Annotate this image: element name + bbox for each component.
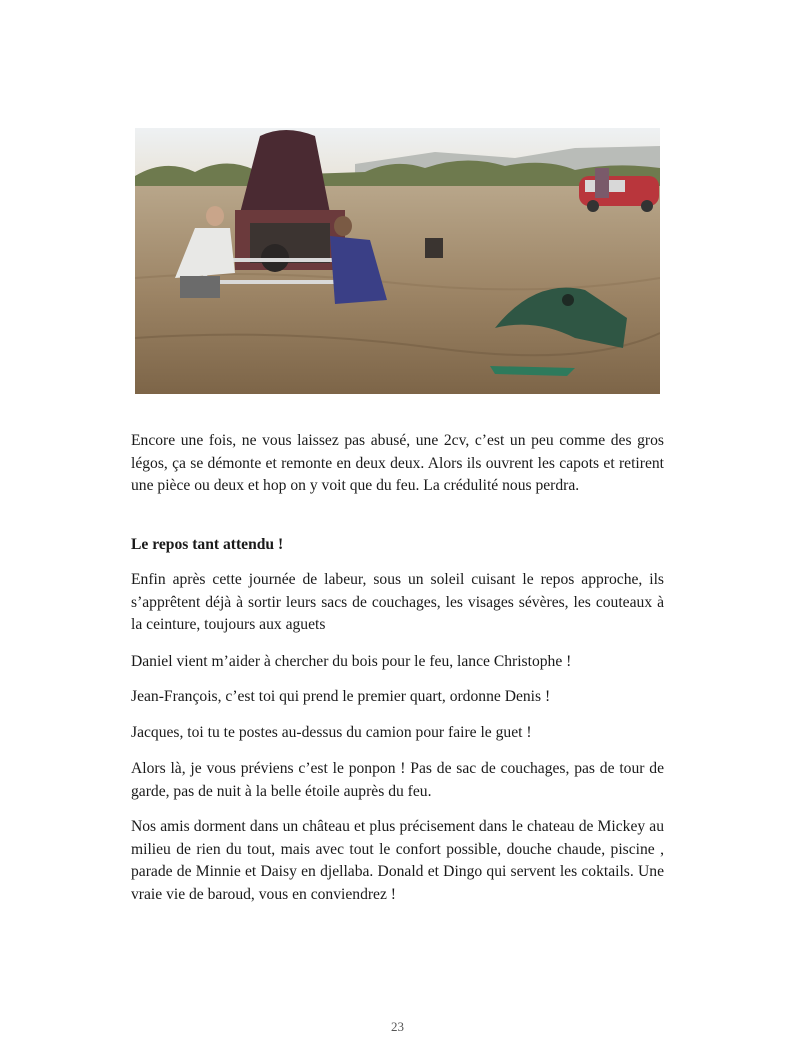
car-repair-photo bbox=[135, 128, 660, 394]
section-heading: Le repos tant attendu ! bbox=[131, 536, 284, 553]
paragraph-ponpon: Alors là, je vous préviens c’est le ponpon ! Pas de sac de couchages, pas de tour de garde, pas de nuit à la belle étoile auprès du feu. bbox=[131, 760, 664, 800]
paragraph-evening: Enfin après cette journée de labeur, sous un soleil cuisant le repos approche, ils s’apprêtent déjà à sortir leurs sacs de couchages, les visages sévères, les couteaux à la ceinture, toujours aux aguets bbox=[131, 571, 664, 634]
paragraph-jacques: Jacques, toi tu te postes au-dessus du camion pour faire le guet ! bbox=[131, 724, 532, 741]
paragraph-christophe: Daniel vient m’aider à chercher du bois pour le feu, lance Christophe ! bbox=[131, 653, 572, 670]
photo-illustration bbox=[135, 128, 660, 394]
paragraph-chateau: Nos amis dorment dans un château et plus précisement dans le chateau de Mickey au milieu de rien du tout, mais avec tout le confort possible, douche chaude, piscine , parade de Minnie et Daisy en djellaba. Donald et Dingo qui servent les coktails. Une vraie vie de baroud, vous en conviendrez ! bbox=[131, 818, 664, 903]
paragraph-denis: Jean-François, c’est toi qui prend le premier quart, ordonne Denis ! bbox=[131, 688, 551, 705]
page-number: 23 bbox=[391, 1019, 404, 1034]
paragraph-intro: Encore une fois, ne vous laissez pas abusé, une 2cv, c’est un peu comme des gros légos, ça se démonte et remonte en deux deux. Alors ils ouvrent les capots et retirent une pièce ou deux et hop on y voit que du feu. La crédulité nous perdra. bbox=[131, 432, 664, 495]
